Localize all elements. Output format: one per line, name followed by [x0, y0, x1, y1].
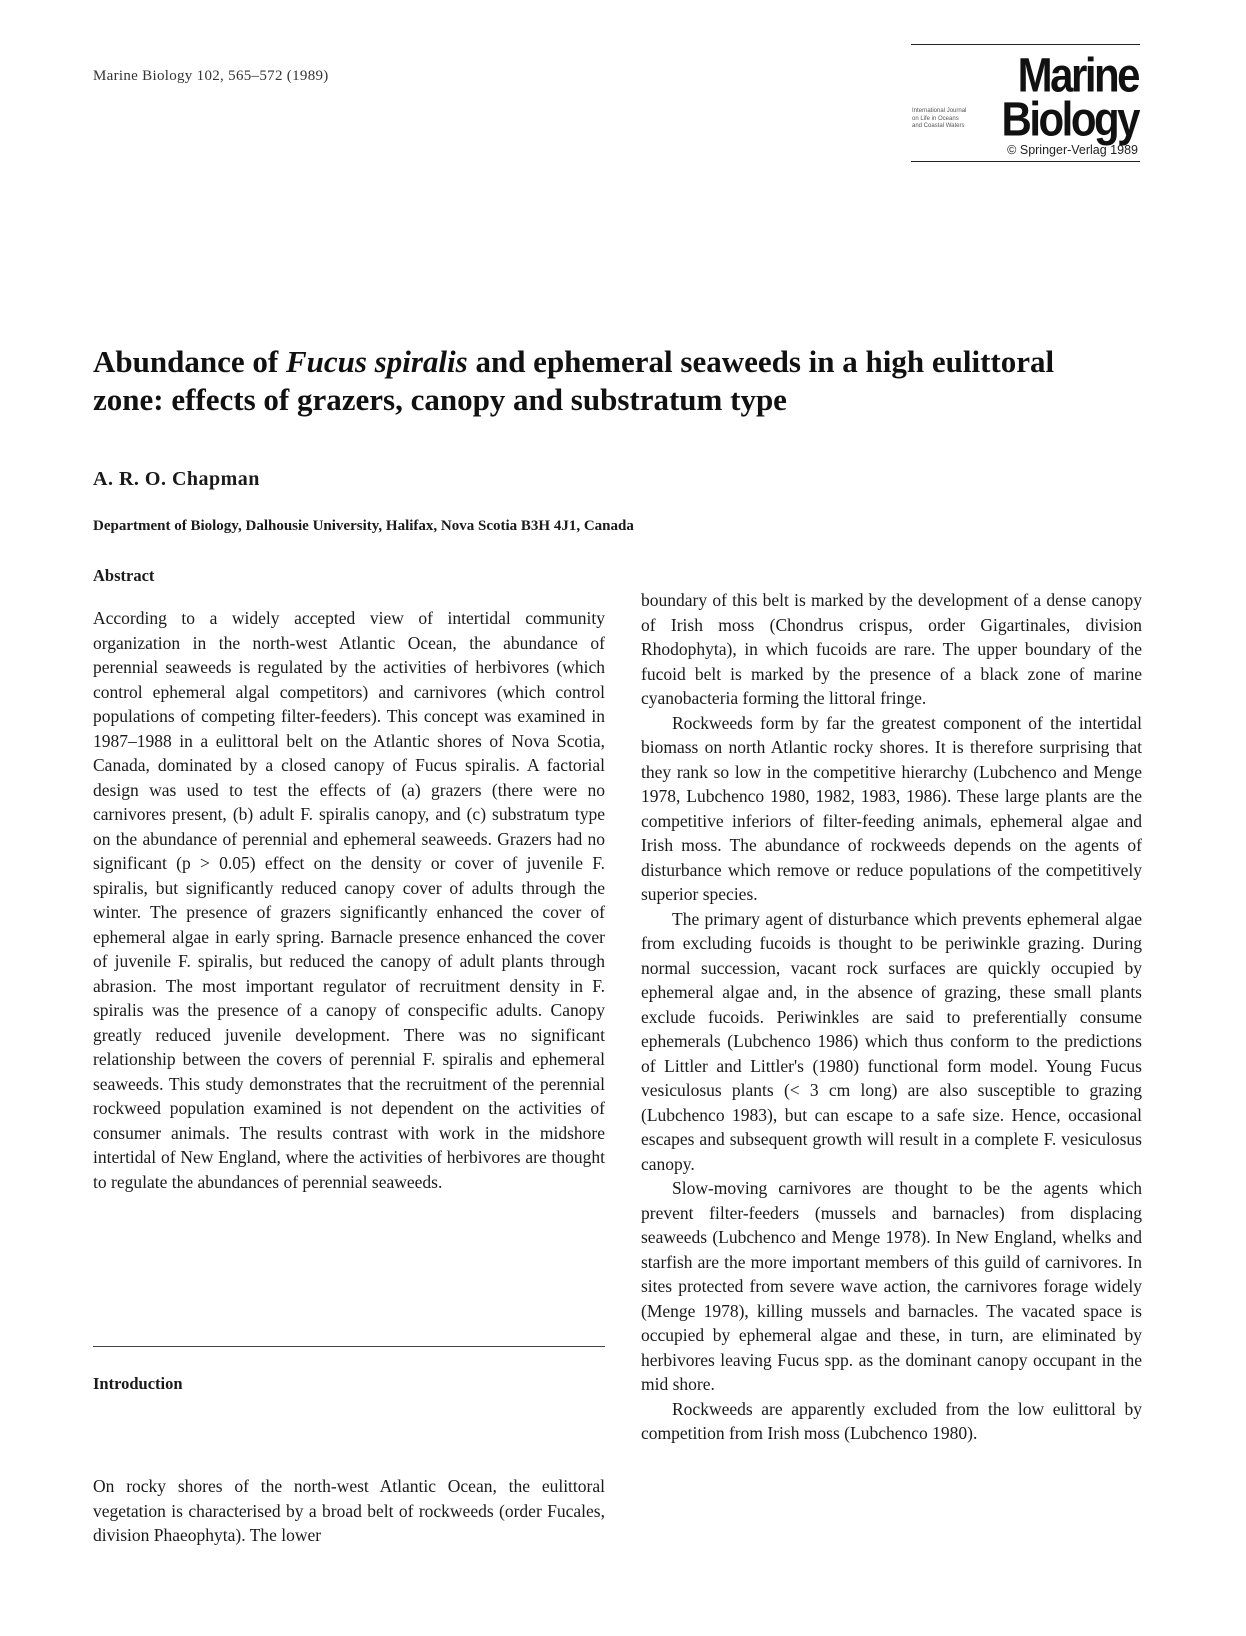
- logo-biology-text: Biology: [1001, 91, 1138, 146]
- right-column: [641, 588, 1142, 1446]
- logo-tagline-line: International Journal: [912, 108, 967, 114]
- introduction-heading: Introduction: [93, 1374, 183, 1393]
- author-affiliation: Department of Biology, Dalhousie University, Halifax, Nova Scotia B3H 4J1, Canada: [93, 518, 634, 534]
- introduction-text: On rocky shores of the north-west Atlantic Ocean, the eulittoral vegetation is characterised by a broad belt of rockweeds (order Fucales, division Phaeophyta). The lower: [93, 1476, 605, 1545]
- body-paragraph: Rockweeds form by far the greatest component of the intertidal biomass on north Atlantic rocky shores. It is therefore surprising that they rank so low in the competitive hierarchy (Lubchenco and Menge 1978, Lubchenco 1980, 1982, 1983, 1986). These large plants are the competitive inferiors of filter-feeding animals, ephemeral algae and Irish moss. The abundance of rockweeds depends on the agents of disturbance which remove or reduce populations of the competitively superior species.: [641, 712, 1142, 904]
- journal-citation: Marine Biology 102, 565–572 (1989): [93, 68, 329, 84]
- title-part: and ephemeral seaweeds in a high eulittoral zone: effects of grazers, canopy and substratum type: [93, 344, 1055, 417]
- title-species: Fucus spiralis: [285, 344, 468, 379]
- title-part: Abundance of: [93, 344, 286, 379]
- logo-tagline: [912, 108, 992, 131]
- copyright-notice: © Springer-Verlag 1989: [1007, 143, 1138, 157]
- logo-tagline-line: on Life in Oceans: [912, 115, 959, 122]
- article-title: [93, 343, 1093, 419]
- section-divider: [93, 1346, 605, 1347]
- logo-tagline-line: and Coastal Waters: [912, 123, 965, 129]
- abstract-text: According to a widely accepted view of intertidal community organization in the north-west Atlantic Ocean, the abundance of perennial seaweeds is regulated by the activities of herbivores (which control ephemeral algal competitors) and carnivores (which control populations of competing filter-feeders). This concept was examined in 1987–1988 in a eulittoral belt on the Atlantic shores of Nova Scotia, Canada, dominated by a closed canopy of Fucus spiralis. A factorial design was used to test the effects of (a) grazers (there were no carnivores present, (b) adult F. spiralis canopy, and (c) substratum type on the abundance of perennial and ephemeral seaweeds. Grazers had no significant (p > 0.05) effect on the density or cover of juvenile F. spiralis, but significantly reduced canopy cover of adults through the winter. The presence of grazers significantly enhanced the cover of ephemeral algae in early spring. Barnacle presence enhanced the cover of juvenile F. spiralis, but reduced the canopy of adult plants through abrasion. The most important regulator of recruitment density in F. spiralis was the presence of a canopy of conspecific adults. Canopy greatly reduced juvenile development. There was no significant relationship between the covers of perennial F. spiralis and ephemeral seaweeds. This study demonstrates that the recruitment of the perennial rockweed population examined is not dependent on the activities of consumer animals. The results contrast with work in the midshore intertidal of New England, where the activities of herbivores are thought to regulate the abundances of perennial seaweeds.: [93, 608, 605, 1192]
- body-paragraph: The primary agent of disturbance which prevents ephemeral algae from excluding fucoids is thought to be periwinkle grazing. During normal succession, vacant rock surfaces are quickly occupied by ephemeral algae and, in the absence of grazing, these small plants exclude fucoids. Periwinkles are said to preferentially consume ephemerals (Lubchenco 1986) which thus conform to the predictions of Littler and Littler's (1980) functional form model. Young Fucus vesiculosus plants (< 3 cm long) are also susceptible to grazing (Lubchenco 1983), but can escape to a safe size. Hence, occasional escapes and subsequent growth will result in a complete F. vesiculosus canopy.: [641, 908, 1142, 1174]
- journal-logo: [911, 44, 1140, 162]
- abstract-heading: Abstract: [93, 566, 155, 585]
- body-paragraph: Rockweeds are apparently excluded from the low eulittoral by competition from Irish moss (Lubchenco 1980).: [641, 1398, 1142, 1443]
- logo-marine-text: Marine: [1017, 47, 1138, 102]
- author-name: A. R. O. Chapman: [93, 468, 260, 490]
- body-paragraph: Slow-moving carnivores are thought to be the agents which prevent filter-feeders (mussels and barnacles) from displacing seaweeds (Lubchenco and Menge 1978). In New England, whelks and starfish are the more important members of this guild of carnivores. In sites protected from severe wave action, the carnivores forage widely (Menge 1978), killing mussels and barnacles. The vacated space is occupied by ephemeral algae and these, in turn, are eliminated by herbivores leaving Fucus spp. as the dominant canopy occupant in the mid shore.: [641, 1178, 1142, 1394]
- body-paragraph: boundary of this belt is marked by the development of a dense canopy of Irish moss (Chondrus crispus, order Gigartinales, division Rhodophyta), in which fucoids are rare. The upper boundary of the fucoid belt is marked by the presence of a black zone of marine cyanobacteria forming the littoral fringe.: [641, 590, 1142, 708]
